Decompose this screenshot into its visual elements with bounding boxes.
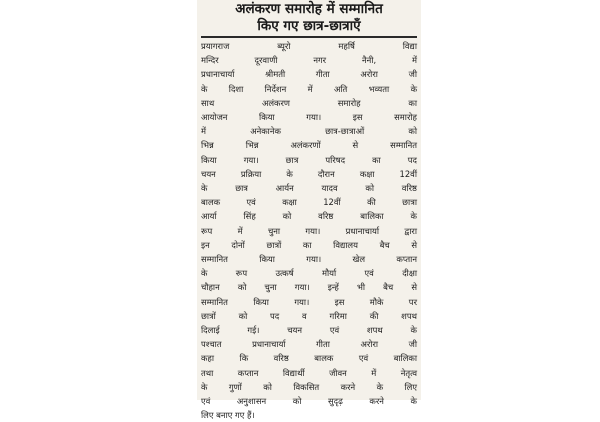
article-body-line: रूप में चुना गया। प्रधानाचार्या द्वारा <box>201 225 417 236</box>
article-body-line: में अनेकानेक छात्र-छात्राओं को <box>201 126 417 137</box>
headline-underline <box>201 36 417 38</box>
article-body-line: सम्मानित किया गया। इस मौके पर <box>201 296 417 307</box>
article-body-line: आयोजन किया गया। इस समारोह <box>201 112 417 123</box>
article-body-line: एवं अनुशासन को सुदृढ़ करने के <box>201 396 417 407</box>
newspaper-clipping <box>197 0 421 421</box>
article-body-line: के गुणों को विकसित करने के लिए <box>201 381 417 392</box>
article-body-line: चयन प्रक्रिया के दौरान कक्षा 12वीं <box>201 168 417 179</box>
article-body-line: तथा कप्तान विद्यार्थी जीवन में नेतृत्व <box>201 367 417 378</box>
article-body-line: मन्दिर दूरवाणी नगर नैनी, में <box>201 55 417 66</box>
article-body-line: प्रधानाचार्या श्रीमती गीता अरोरा जी <box>201 69 417 80</box>
article-body-line: छात्रों को पद व गरिमा की शपथ <box>201 310 417 321</box>
article-body-line: किया गया। छात्र परिषद का पद <box>201 154 417 165</box>
article-body-line: पश्चात प्रधानाचार्या गीता अरोरा जी <box>201 339 417 350</box>
article-body-line: भिन्न भिन्न अलंकरणों से सम्मानित <box>201 140 417 151</box>
article-body-line: आर्या सिंह को वरिष्ठ बालिका के <box>201 211 417 222</box>
article-body-line: लिए बनाए गए हैं। <box>201 410 255 421</box>
article-body-line: कहा कि वरिष्ठ बालक एवं बालिका <box>201 353 417 364</box>
article-body-line: प्रयागराज ब्यूरो महर्षि विद्या <box>201 41 417 51</box>
headline-line-2: किए गए छात्र-छात्राएँ <box>257 18 361 34</box>
article-body-line: के दिशा निर्देशन में अति भव्यता के <box>201 83 417 94</box>
headline-line-1: अलंकरण समारोह में सम्मानित <box>235 1 383 17</box>
article-body-line: के छात्र आर्यन यादव को वरिष्ठ <box>201 183 417 194</box>
article-body-line: के रूप उत्कर्ष मौर्या एवं दीक्षा <box>201 268 417 279</box>
headline <box>197 0 421 35</box>
article-body-line: दिलाई गई। चयन एवं शपथ के <box>201 325 417 336</box>
article-body-line: साथ अलंकरण समारोह का <box>201 97 417 108</box>
article-body-line: चौहान को चुना गया। इन्हें भी बैच से <box>201 282 417 293</box>
article-body-line: इन दोनों छात्रों का विद्यालय बैच से <box>201 239 417 250</box>
article-body <box>197 39 421 422</box>
article-body-line: बालक एवं कक्षा 12वीं की छात्रा <box>201 197 417 208</box>
article-body-line: सम्मानित किया गया। खेल कप्तान <box>201 254 417 265</box>
